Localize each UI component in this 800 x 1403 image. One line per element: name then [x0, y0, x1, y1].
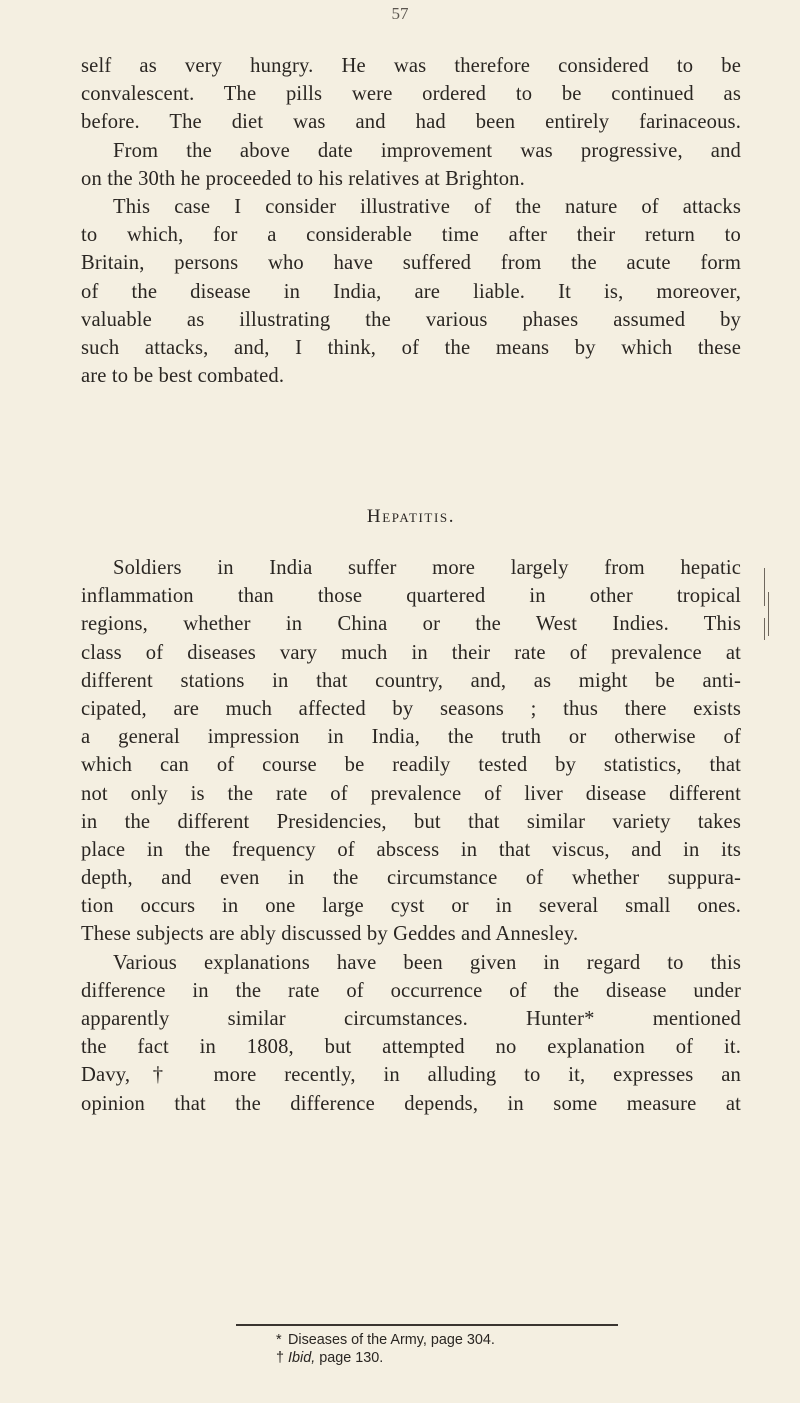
text-line: Britain, persons who have suffered from the acute form	[81, 252, 741, 275]
margin-mark	[768, 592, 769, 636]
footnote-text: page 130.	[315, 1350, 384, 1366]
text-line: such attacks, and, I think, of the means by which these	[81, 336, 741, 359]
body-text-bottom	[81, 554, 741, 1118]
text-line: From the above date improvement was progressive, and	[113, 139, 741, 162]
text-line: Soldiers in India suffer more largely from hepatic	[113, 557, 741, 579]
text-line: These subjects are ably discussed by Geddes and Annesley.	[81, 923, 579, 946]
footnotes	[276, 1331, 616, 1367]
text-line: apparently similar circumstances. Hunter* mentioned	[81, 1008, 741, 1030]
footnote-text: Diseases of the Army, page 304.	[288, 1332, 495, 1348]
text-line: tion occurs in one large cyst or in several small ones.	[81, 895, 741, 918]
text-line: different stations in that country, and, as might be anti-	[81, 669, 741, 692]
text-line: Various explanations have been given in regard to this	[113, 951, 741, 974]
margin-mark	[764, 568, 765, 606]
text-line: Davy,† more recently, in alluding to it, expresses an	[81, 1064, 741, 1087]
text-line: to which, for a considerable time after their return to	[81, 224, 741, 247]
text-line: which can of course be readily tested by statistics, that	[81, 754, 741, 777]
text-line: self as very hungry. He was therefore considered to be	[81, 55, 741, 77]
margin-mark	[764, 618, 765, 640]
text-line: place in the frequency of abscess in that viscus, and in its	[81, 838, 741, 861]
body-text-top	[81, 52, 741, 390]
footnote-2	[276, 1349, 616, 1367]
text-line: class of diseases vary much in their rate of prevalence at	[81, 641, 741, 664]
text-line: depth, and even in the circumstance of whether suppura-	[81, 867, 741, 890]
text-line: difference in the rate of occurrence of the disease under	[81, 979, 741, 1002]
text-line: on the 30th he proceeded to his relatives at Brighton.	[81, 167, 525, 190]
footnote-marker: †	[276, 1350, 285, 1366]
text-line: opinion that the difference depends, in some measure at	[81, 1092, 741, 1115]
text-line: in the different Presidencies, but that similar variety takes	[81, 810, 741, 833]
section-heading: Hepatitis.	[366, 506, 456, 527]
text-line: cipated, are much affected by seasons ; thus there exists	[81, 697, 741, 720]
text-line: convalescent. The pills were ordered to be continued as	[81, 83, 741, 106]
text-line: before. The diet was and had been entirely farinaceous.	[81, 111, 741, 134]
text-line: the fact in 1808, but attempted no explanation of it.	[81, 1036, 741, 1059]
text-line: are to be best combated.	[81, 365, 285, 388]
text-line: of the disease in India, are liable. It is, moreover,	[81, 280, 741, 303]
text-line: valuable as illustrating the various phases assumed by	[81, 308, 741, 331]
footnote-1	[276, 1331, 616, 1349]
text-line: This case I consider illustrative of the nature of attacks	[113, 195, 741, 218]
text-line: not only is the rate of prevalence of liver disease different	[81, 782, 741, 805]
text-line: regions, whether in China or the West Indies. This	[81, 613, 741, 636]
footnote-rule	[236, 1324, 618, 1326]
text-line: inflammation than those quartered in other tropical	[81, 585, 741, 608]
footnote-source: Ibid,	[288, 1350, 316, 1366]
text-line: a general impression in India, the truth or otherwise of	[81, 726, 741, 749]
page-number: 57	[391, 4, 409, 23]
footnote-marker: *	[276, 1332, 282, 1348]
